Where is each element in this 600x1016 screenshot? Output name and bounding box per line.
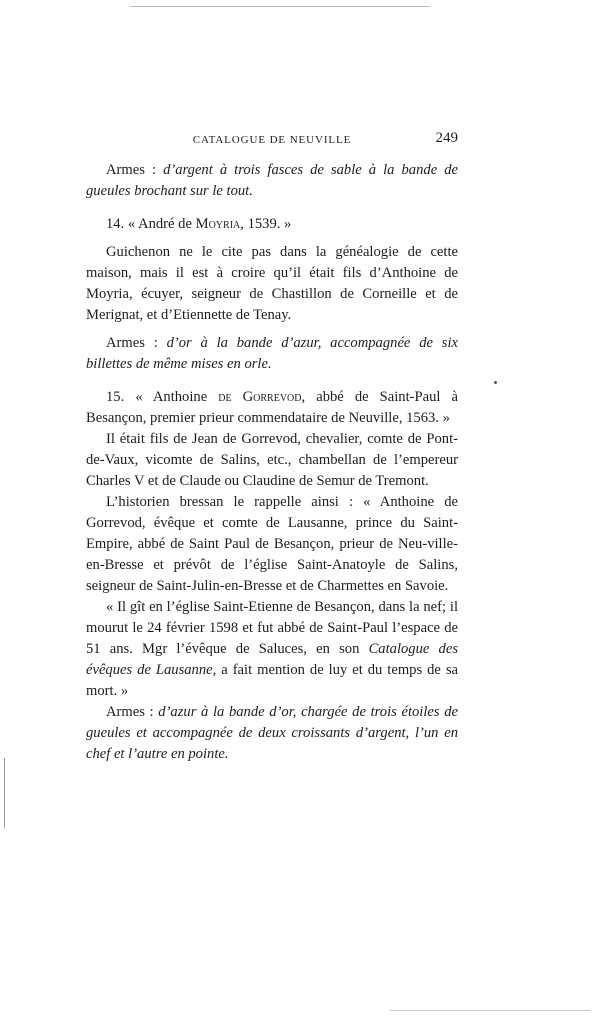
sepulture-text: « Il gît en l’église Saint-Etienne de Besançon, dans la nef; il mourut le 24 février 1598 et fut abbé de Saint-Paul l’espace de 51 ans. Mgr l’évêque de Saluces, en son [86,599,458,657]
paragraph-arms-3 [86,702,458,765]
scan-edge-mark-left [4,758,5,828]
entry-number: 14. [106,216,125,232]
paragraph-arms-2 [86,333,458,375]
running-head [86,130,458,150]
arms-label: Armes : [106,162,157,178]
catalogue-title: Catalogue des évêques de Lausanne, [86,641,458,678]
arms-blazon: d’argent à trois fasces de sable à la bande de gueules brochant sur le tout. [86,162,458,199]
paragraph-sepulture [86,597,458,702]
sepulture-text-end: a fait mention de luy et du temps de sa mort. » [86,662,458,699]
entry-date: 1539. » [247,216,292,232]
paragraph-gorrevod-father: Il était fils de Jean de Gorrevod, chevalier, comte de Pont-de-Vaux, vicomte de Salins, etc., chambellan de l’empereur Charles V et de Claude ou Claudine de Semur de Tremont. [86,431,458,489]
arms-blazon: d’or à la bande d’azur, accompagnée de six billettes de même mises en orle. [86,335,458,372]
running-title: CATALOGUE DE NEUVILLE [192,134,352,146]
page-number: 249 [435,130,458,146]
arms-label: Armes : [106,335,158,351]
entry-name: de Gorrevod, [218,389,306,405]
paragraph-arms-1 [86,160,458,202]
entry-heading-14 [86,214,458,235]
ink-speck [494,381,497,384]
entry-rest: abbé de Saint-Paul à Besançon, premier prieur commendataire de Neuville, 1563. » [86,389,458,426]
entry-number: 15. [106,389,125,405]
page-body [86,160,458,765]
scan-edge-mark-top [130,6,430,7]
scan-edge-mark-bottom [390,1010,590,1011]
arms-label: Armes : [106,704,154,720]
entry-open: « Anthoine [135,389,208,405]
entry-open: « André de [127,216,192,232]
arms-blazon: d’azur à la bande d’or, chargée de trois étoiles de gueules et accompagnée de deux croissants d’argent, l’un en chef et l’autre en pointe. [86,704,458,762]
paragraph-historien: L’historien bressan le rappelle ainsi : « Anthoine de Gorrevod, évêque et comte de Lausanne, prince du Saint-Empire, abbé de Saint Paul de Besançon, prieur de Neu-ville-en-Bresse et prévôt de l’église Saint-Anatoyle de Salins, seigneur de Saint-Julin-en-Bresse et de Charmettes en Savoie. [86,494,458,594]
entry-heading-15 [86,387,458,429]
entry-name: Moyria, [195,216,244,232]
paragraph-guichenon: Guichenon ne le cite pas dans la généalogie de cette maison, mais il est à croire qu’il était fils d’Anthoine de Moyria, écuyer, seigneur de Chastillon de Corneille et de Merignat, et d’Etiennette de Tenay. [86,244,458,323]
